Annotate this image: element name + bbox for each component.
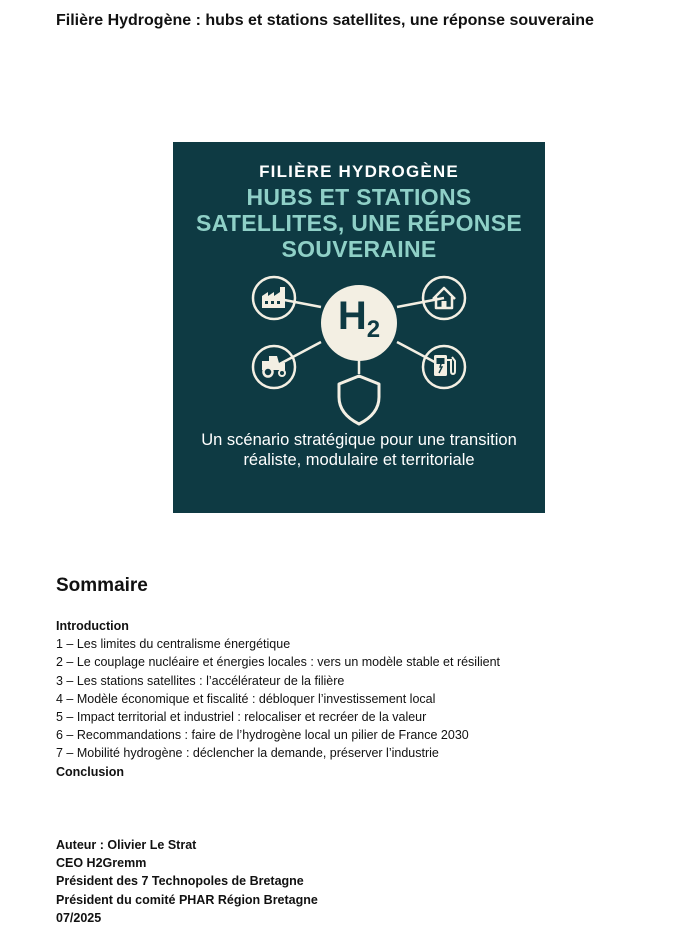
toc-item: 6 – Recommandations : faire de l’hydrogène local un pilier de France 2030 bbox=[56, 728, 469, 743]
cover-tagline: Un scénario stratégique pour une transition réaliste, modulaire et territoriale bbox=[201, 431, 517, 469]
toc-item: 2 – Le couplage nucléaire et énergies locales : vers un modèle stable et résilient bbox=[56, 655, 501, 670]
toc-item: 4 – Modèle économique et fiscalité : débloquer l’investissement local bbox=[56, 691, 436, 706]
fuel-pump-icon bbox=[423, 346, 465, 388]
h2-symbol: H bbox=[337, 294, 367, 338]
document-title: Filière Hydrogène : hubs et stations satellites, une réponse souveraine bbox=[56, 12, 594, 29]
h2-subscript: 2 bbox=[366, 316, 381, 343]
toc-item: 7 – Mobilité hydrogène : déclencher la demande, préserver l’industrie bbox=[56, 746, 439, 761]
toc-item: 5 – Impact territorial et industriel : relocaliser et recréer de la valeur bbox=[56, 710, 427, 725]
shield-icon bbox=[339, 376, 379, 424]
author-line: Président des 7 Technopoles de Bretagne bbox=[56, 874, 304, 889]
cover-kicker: FILIÈRE HYDROGÈNE bbox=[259, 162, 459, 181]
author-line: Auteur : Olivier Le Strat bbox=[56, 838, 197, 852]
h2-label bbox=[173, 294, 545, 352]
toc-item: Introduction bbox=[56, 619, 129, 633]
tractor-icon bbox=[253, 346, 295, 388]
cover-headline: HUBS ET STATIONS SATELLITES, UNE RÉPONSE SOUVERAINE bbox=[196, 184, 522, 262]
author-line: 07/2025 bbox=[56, 910, 102, 925]
author-block bbox=[56, 836, 318, 927]
author-line: Président du comité PHAR Région Bretagne bbox=[56, 892, 318, 907]
toc-item: 3 – Les stations satellites : l’accélérateur de la filière bbox=[56, 673, 345, 688]
author-line: CEO H2Gremm bbox=[56, 856, 147, 871]
toc-item: 1 – Les limites du centralisme énergétique bbox=[56, 637, 291, 652]
toc-item: Conclusion bbox=[56, 764, 125, 779]
sommaire-heading: Sommaire bbox=[56, 575, 148, 596]
cover-illustration bbox=[173, 142, 545, 513]
table-of-contents bbox=[56, 617, 676, 781]
